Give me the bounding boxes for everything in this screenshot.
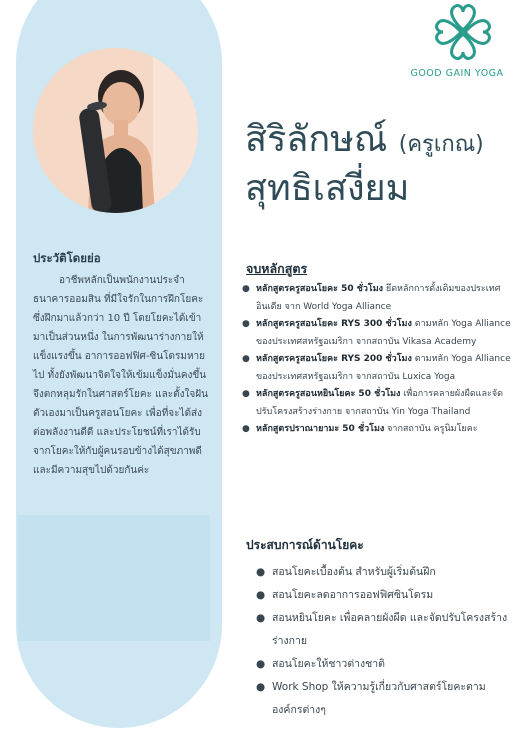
bio-text: อาชีพหลักเป็นพนักงานประจำธนาคารออมสิน ที่มีใจรักในการฝึกโยคะ ซึ่งฝึกมาแล้วกว่า 10 ปี โดยโยคะได้เข้ามาเป็นส่วนหนึ่ง ในการพัฒนาร่างกายให้แข็งแรงขึ้น อาการออฟฟิศ-ซินโดรมหายไป ทั้งยังพัฒนาจิตใจให้เข้มแข็งมั่นคงขึ้น จึงตกหลุมรักในศาสตร์โยคะ และตั้งใจฝันตัวเองมาเป็นครูสอนโยคะ เพื่อที่จะได้ส่งต่อพลังงานดีดี และประโยชน์ที่เราได้รับจากโยคะให้กับผู้คนรอบข้างได้สุขภาพดี และมีความสุขไปด้วยกันค่ะ [33,275,208,476]
experience-item [252,653,510,676]
bio-highlight-box [18,515,210,641]
name-last: สุทธิเสงี่ยม [245,168,410,209]
experience-item [252,561,510,584]
experience-item [252,607,510,653]
experience-item [252,676,510,722]
bullet-icon: ● [256,612,266,624]
experience-item [252,584,510,607]
bullet-icon: ● [242,284,250,294]
teacher-name [245,118,515,211]
education-course: หลักสูตรครูสอนโยคะ 50 ชั่วโมง [256,284,384,294]
bullet-icon: ● [242,424,250,434]
education-item [238,281,512,316]
bullet-icon: ● [242,319,250,329]
education-item [238,351,512,386]
education-detail: ยึดหลักการดั้งเดิมของประเทศอินเดีย จาก World Yoga Alliance [256,284,501,312]
education-detail: เพื่อการคลายผังผืดและจัดปรับโครงสร้างร่างกาย จากสถาบัน Yin Yoga Thailand [256,389,503,417]
education-course: หลักสูตรครูสอนโยคะ RYS 200 ชั่วโมง [256,354,412,364]
experience-text: สอนโยคะเบื้องต้น สำหรับผู้เริ่มต้นฝึก [272,566,436,578]
education-item [238,421,512,439]
experience-text: สอนโยคะลดอาการออฟฟิศซินโดรม [272,589,434,601]
education-detail: ตามหลัก Yoga Alliance ของประเทศสหรัฐอเมริกา จากสถาบัน Luxica Yoga [256,354,511,382]
education-list [238,281,512,439]
bullet-icon: ● [242,354,250,364]
nickname: (ครูเกณ) [398,132,484,157]
education-course: หลักสูตรครูสอนโยคะ RYS 300 ชั่วโมง [256,319,412,329]
name-first: สิริลักษณ์ [245,119,388,160]
profile-photo [33,48,198,213]
bullet-icon: ● [256,589,266,601]
education-item [238,386,512,421]
experience-text: สอนโยคะให้ชาวต่างชาติ [272,658,385,670]
education-heading: จบหลักสูตร [246,261,308,276]
education-item [238,316,512,351]
bullet-icon: ● [242,389,250,399]
bio-heading: ประวัติโดยย่อ [33,251,101,265]
brand-logo [410,2,504,79]
bullet-icon: ● [256,566,266,578]
education-course: หลักสูตรปราณายามะ 50 ชั่วโมง [256,424,385,434]
brand-name: GOOD GAIN YOGA [410,68,504,79]
education-detail: ตามหลัก Yoga Alliance ของประเทศสหรัฐอเมริกา จากสถาบัน Vikasa Academy [256,319,511,347]
bullet-icon: ● [256,658,266,670]
education-detail: จากสถาบัน ครูนิมโยคะ [384,424,478,434]
experience-list [252,561,510,722]
experience-heading: ประสบการณ์ด้านโยคะ [246,538,364,552]
clover-heart-logo-icon [430,2,496,62]
bullet-icon: ● [256,681,266,693]
experience-text: สอนหยินโยคะ เพื่อคลายผังผืด และจัดปรับโครงสร้างร่างกาย [272,612,508,647]
education-course: หลักสูตรครูสอนหยินโยคะ 50 ชั่วโมง [256,389,401,399]
experience-text: Work Shop ให้ความรู้เกี่ยวกับศาสตร์โยคะตามองค์กรต่างๆ [272,681,486,716]
profile-photo-image [33,48,198,213]
